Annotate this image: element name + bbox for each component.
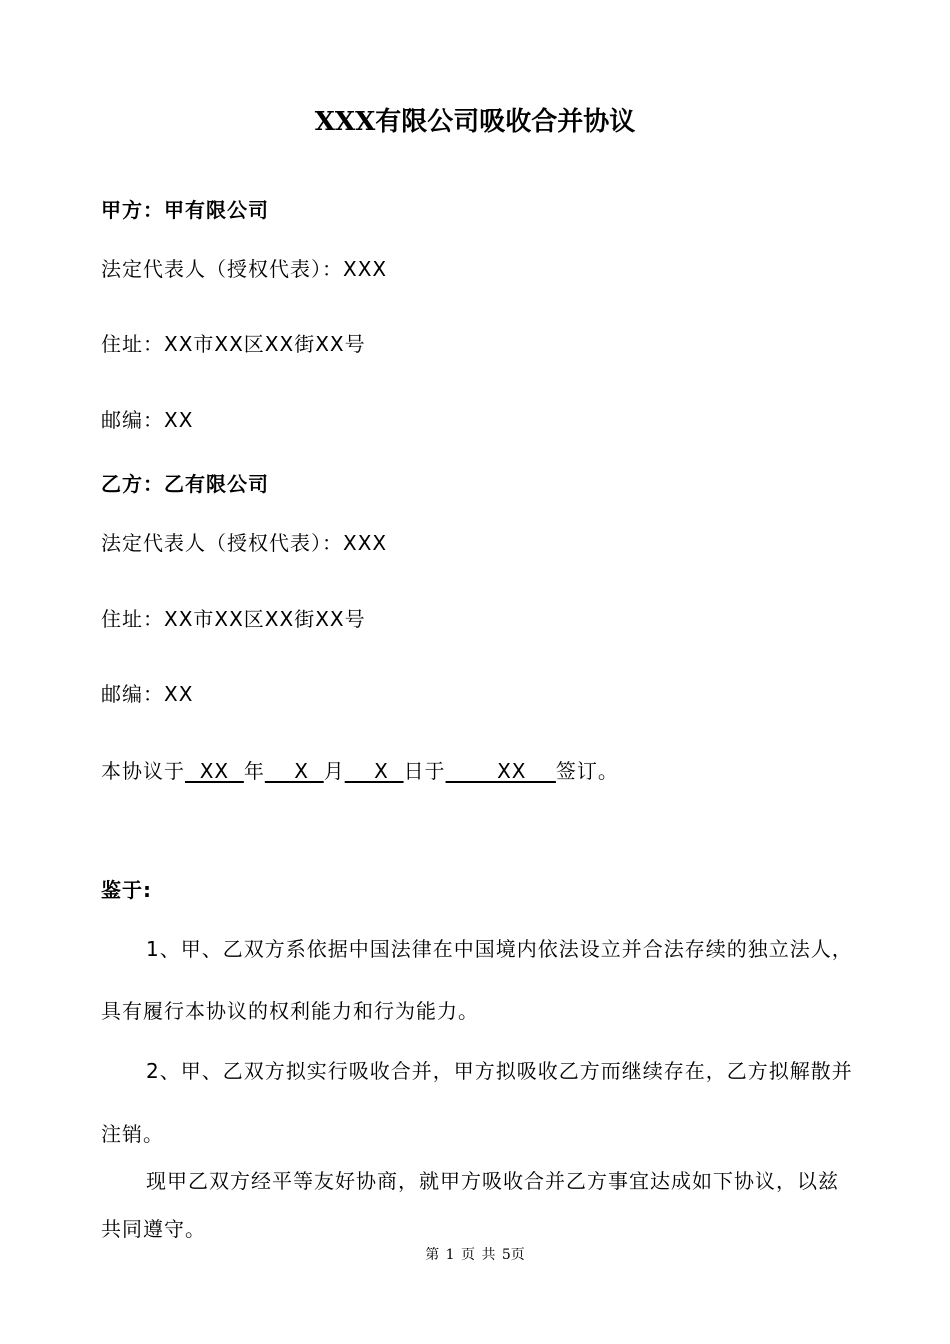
signing-day-unit: 日于 (403, 759, 446, 783)
party-a-address: 住址：XX市XX区XX街XX号 (101, 332, 366, 356)
closing-line2: 共同遵守。 (101, 1217, 206, 1241)
signing-line (101, 756, 619, 786)
party-a-postcode: 邮编：XX (101, 408, 194, 432)
whereas-1-line2: 具有履行本协议的权利能力和行为能力。 (101, 999, 479, 1023)
party-b-address: 住址：XX市XX区XX街XX号 (101, 607, 366, 631)
party-a-label: 甲方：甲有限公司 (101, 198, 269, 222)
whereas-2-line2: 注销。 (101, 1122, 164, 1146)
signing-prefix: 本协议于 (101, 759, 185, 783)
party-b-representative: 法定代表人（授权代表）：XXX (101, 531, 388, 555)
signing-year: XX (185, 759, 244, 783)
party-a-representative: 法定代表人（授权代表）：XXX (101, 257, 388, 281)
signing-year-unit: 年 (243, 759, 265, 783)
signing-month: X (264, 759, 324, 783)
signing-place: XX (445, 759, 556, 783)
whereas-2-line1: 2、甲、乙双方拟实行吸收合并，甲方拟吸收乙方而继续存在，乙方拟解散并 (146, 1059, 853, 1083)
party-b-postcode: 邮编：XX (101, 682, 194, 706)
signing-day: X (344, 759, 404, 783)
closing-line1: 现甲乙双方经平等友好协商，就甲方吸收合并乙方事宜达成如下协议，以兹 (146, 1169, 839, 1193)
document-title: XXX有限公司吸收合并协议 (314, 107, 636, 137)
signing-month-unit: 月 (323, 759, 345, 783)
signing-suffix: 签订。 (555, 759, 619, 783)
page-footer: 第 1 页 共 5页 (425, 1247, 525, 1263)
party-b-label: 乙方：乙有限公司 (101, 472, 269, 496)
whereas-1-line1: 1、甲、乙双方系依据中国法律在中国境内依法设立并合法存续的独立法人， (146, 937, 853, 961)
whereas-heading: 鉴于: (101, 878, 152, 902)
